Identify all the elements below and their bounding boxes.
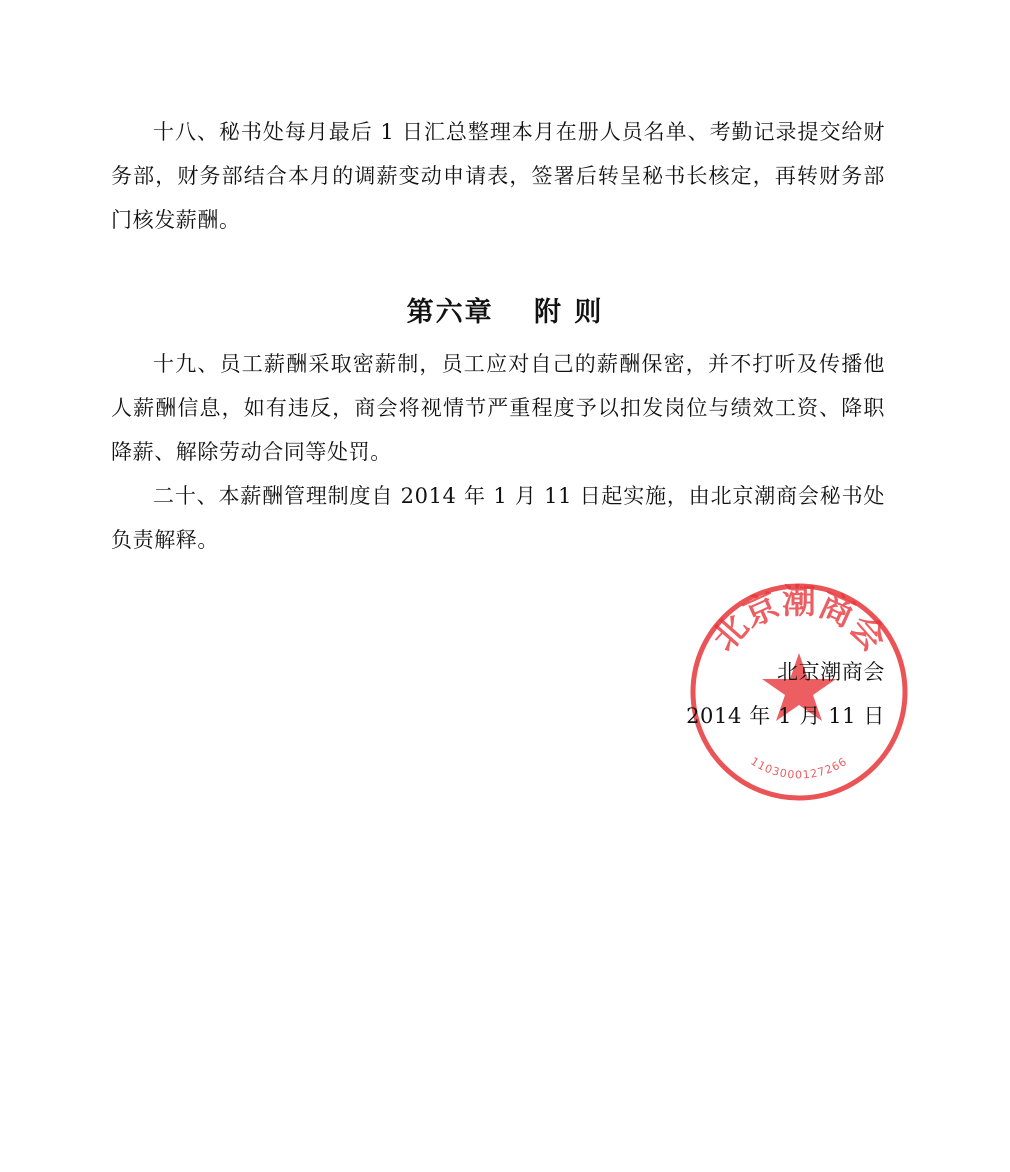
official-seal — [688, 581, 910, 803]
svg-text:北京潮商会 — [704, 582, 893, 659]
paragraph-19-text: 十九、员工薪酬采取密薪制，员工应对自己的薪酬保密，并不打听及传播他人薪酬信息，如有违反，商会将视情节严重程度予以扣发岗位与绩效工资、降职降薪、解除劳动合同等处罚。 — [111, 352, 885, 464]
paragraph-18-text: 十八、秘书处每月最后 1 日汇总整理本月在册人员名单、考勤记录提交给财务部，财务部结合本月的调薪变动申请表，签署后转呈秘书长核定，再转财务部门核发薪酬。 — [111, 120, 885, 232]
seal-text: 北京潮商会 — [704, 582, 894, 660]
paragraph-20-text: 二十、本薪酬管理制度自 2014 年 1 月 11 日起实施，由北京潮商会秘书处负责解释。 — [111, 484, 885, 552]
seal-serial: 1103000127266 — [748, 754, 850, 782]
paragraph-19 — [111, 342, 885, 474]
chapter-heading: 第六章 附 则 — [406, 297, 604, 328]
signature-date: 2014 年 1 月 11 日 — [686, 704, 885, 728]
paragraph-20 — [111, 474, 885, 562]
signature-organization: 北京潮商会 — [777, 660, 885, 684]
paragraph-18 — [111, 110, 885, 242]
svg-text:1103000127266 — [748, 755, 849, 782]
